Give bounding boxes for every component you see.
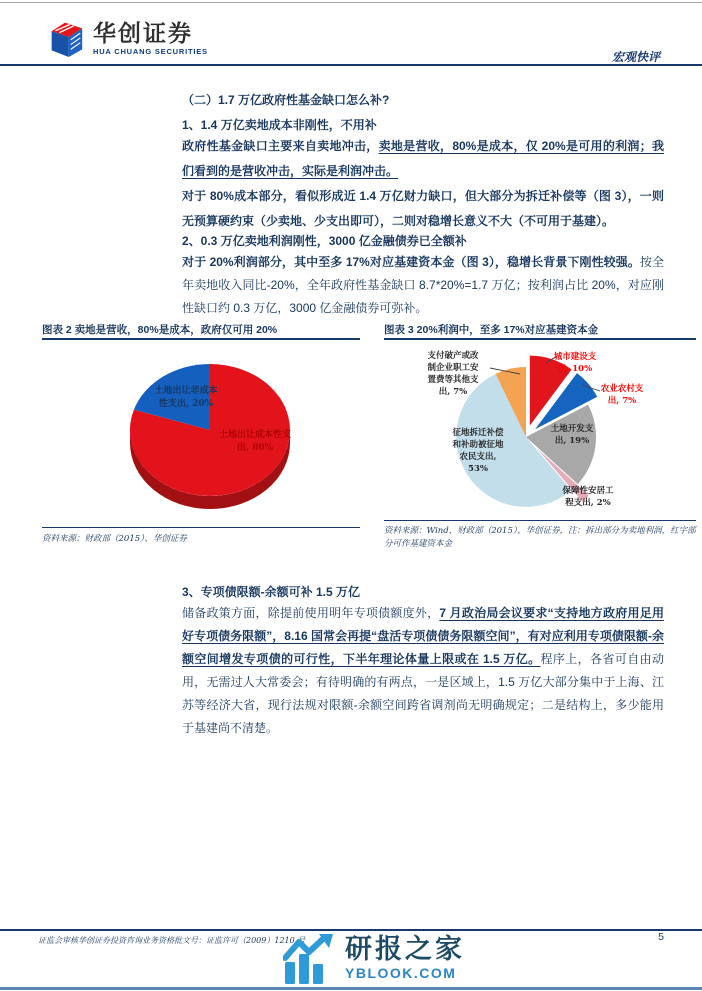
- pie-slice-label: 支付破产或改制企业职工安置费等其他支出, 7%: [427, 351, 479, 397]
- subsection-1-heading: 1、1.4 万亿卖地成本非刚性，不用补: [182, 118, 377, 132]
- watermark-name: 研报之家: [345, 934, 465, 964]
- header-divider: [0, 64, 702, 66]
- figure-2-title: 图表 2 卖地是营收，80%是成本，政府仅可用 20%: [42, 324, 278, 336]
- figure-3-title-rule: [384, 338, 696, 340]
- paragraph-1-emphasis: 卖地是营收，80%是成本，仅 20%是可用的利润；我们看到的是营收冲击，实际是利润冲击。: [182, 139, 664, 178]
- footer-divider: [0, 929, 702, 931]
- figure-3-source: 资料来源：Wind，财政部（2015）、华创证券，注：拆出部分为卖地利润，红字部分可作基建资本金: [384, 526, 696, 549]
- pie-3d-chart-svg: [42, 345, 360, 522]
- figure-2-source: 资料来源：财政部（2015）、华创证券: [42, 534, 187, 544]
- pie-slice-label: 保障性安居工程支出, 2%: [562, 486, 614, 508]
- paragraph-1: [182, 134, 664, 184]
- figure-3-source-rule: [384, 520, 696, 521]
- paragraph-4: [182, 602, 664, 740]
- watermark-text-block: [345, 934, 465, 981]
- figure-3-title: 图表 3 20%利润中，至多 17%对应基建资本金: [384, 324, 599, 336]
- brand-name-en: HUA CHUANG SECURITIES: [93, 47, 208, 56]
- figure-3-pie-chart: [384, 345, 696, 522]
- brand-name-cn: 华创证券: [93, 20, 193, 46]
- yblook-watermark: [283, 934, 465, 986]
- figure-3: [384, 320, 696, 570]
- pie-slice-label: 土地出让非成本性支出, 20%: [154, 386, 218, 409]
- bottom-edge-rule: [0, 987, 702, 990]
- report-type-label: 宏观快评: [611, 50, 660, 64]
- subsection-3-heading: 3、专项债限额-余额可补 1.5 万亿: [182, 585, 361, 599]
- figure-2-source-rule: [42, 527, 360, 528]
- header: [0, 0, 702, 64]
- pie-slice-label: 城市建设支出, 10%: [553, 352, 597, 374]
- license-text: 证监会审核华创证券投资咨询业务资格批文号：证监许可（2009）1210 号: [38, 936, 306, 945]
- paragraph-3-rest: 按全年卖地收入同比-20%，全年政府性基金缺口 8.7*20%=1.7 万亿；按利润占比 20%，对应刚性缺口约 0.3 万亿，3000 亿金融债券可弥补。: [182, 255, 664, 315]
- paragraph-3-emphasis: 对于 20%利润部分，其中至多 17%对应基建资本金（图 3），稳增长背景下刚性较强。: [182, 255, 640, 269]
- pie-slice-label: 农业农村支出, 7%: [600, 384, 644, 406]
- paragraph-1-lead: 政府性基金缺口主要来自卖地冲击，: [182, 139, 379, 153]
- pie-slice-label: 土地出让成本性支出, 80%: [218, 430, 291, 453]
- figure-2: [42, 320, 360, 570]
- paragraph-4-lead: 储备政策方面，除提前使用明年专项债额度外，: [182, 606, 440, 620]
- subsection-2-heading: 2、0.3 万亿卖地利润刚性，3000 亿金融债券已全额补: [182, 234, 467, 248]
- pie-slice-label: 征地拆迁补偿和补助被征地农民支出, 53%: [452, 428, 504, 474]
- bar-chart-arrow-icon: [283, 934, 337, 986]
- paragraph-4-emphasis: 7 月政治局会议要求“支持地方政府用足用好专项债务限额”，8.16 国常会再提“盘活专项债债务限额空间”，有对应利用专项债限额-余额空间增发专项债的可行性，下半年理论体量上限或在 1.5 万亿。: [182, 606, 664, 666]
- figure-2-pie-chart: [42, 345, 360, 522]
- pie-slice-label: 土地开发支出, 19%: [550, 424, 594, 446]
- paragraph-4-rest: 程序上，各省可自由动用，无需过人大常委会；有待明确的有两点，一是区域上，1.5 万亿大部分集中于上海、江苏等经济大省，现行法规对限额-余额空间跨省调剂尚无明确规定；二是结构上，多少能用于基建尚不清楚。: [182, 652, 664, 735]
- page-number: 5: [658, 931, 664, 943]
- huachuang-logo: [44, 14, 208, 58]
- paragraph-2: 对于 80%成本部分，看似形成近 1.4 万亿财力缺口，但大部分为拆迁补偿等（图 3），一则无预算硬约束（少卖地、少支出即可），二则对稳增长意义不大（不可用于基建）。: [182, 189, 664, 228]
- watermark-url: YBLOOK.COM: [345, 965, 457, 981]
- logo-cube-icon: [44, 14, 86, 58]
- figure-2-title-rule: [42, 338, 360, 340]
- paragraph-3: [182, 251, 664, 320]
- brand-block: [93, 14, 208, 56]
- section-heading: （二）1.7 万亿政府性基金缺口怎么补?: [182, 93, 390, 107]
